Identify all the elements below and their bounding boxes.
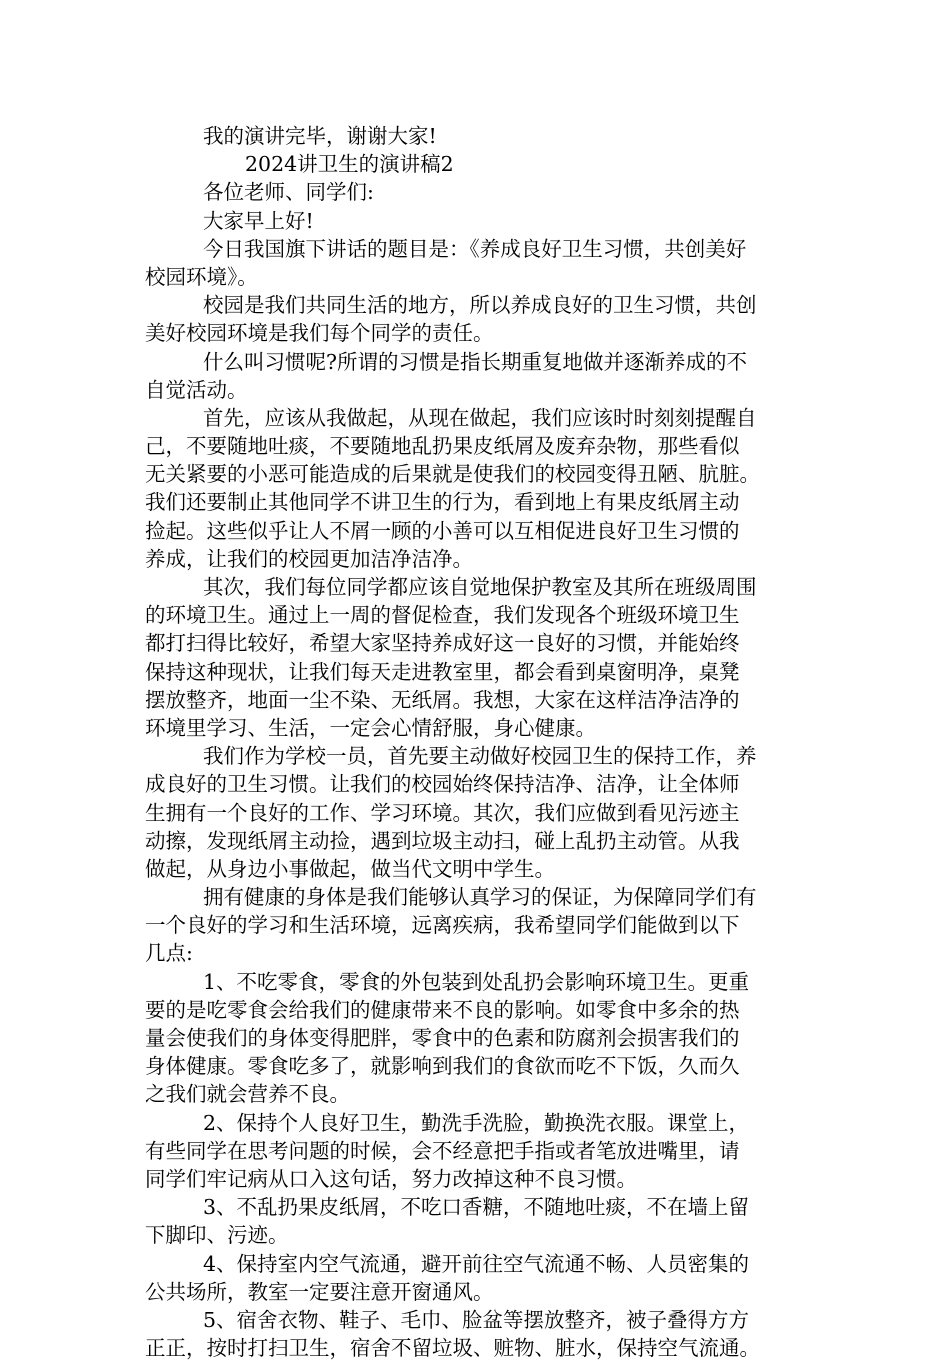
text-line: 己，不要随地吐痰，不要随地乱扔果皮纸屑及废弃杂物，那些看似 [145,434,740,459]
text-line: 校园环境》。 [145,264,258,289]
text-line: 几点: [145,941,193,966]
text-line: 都打扫得比较好，希望大家坚持养成好这一良好的习惯，并能始终 [145,631,740,656]
text-line: 美好校园环境是我们每个同学的责任。 [145,321,494,346]
text-line: 下脚印、污迹。 [145,1223,289,1248]
text-line: 2、保持个人良好卫生，勤洗手洗脸，勤换洗衣服。课堂上， [203,1110,750,1135]
text-line: 的环境卫生。通过上一周的督促检查，我们发现各个班级环境卫生 [145,603,740,628]
text-line: 拥有健康的身体是我们能够认真学习的保证，为保障同学们有 [203,885,757,910]
text-line: 各位老师、同学们: [203,180,374,205]
text-line: 我的演讲完毕，谢谢大家! [203,124,437,148]
text-line: 4、保持室内空气流通，避开前往空气流通不畅、人员密集的 [203,1251,750,1276]
text-line: 保持这种现状，让我们每天走进教室里，都会看到桌窗明净，桌凳 [145,659,740,684]
document-page [145,122,810,1362]
text-line: 1、不吃零食，零食的外包装到处乱扔会影响环境卫生。更重 [203,969,750,994]
text-line: 一个良好的学习和生活环境，远离疾病，我希望同学们能做到以下 [145,913,740,938]
text-line: 大家早上好! [203,208,314,233]
text-line: 5、宿舍衣物、鞋子、毛巾、脸盆等摆放整齐，被子叠得方方 [203,1307,750,1332]
text-line: 首先，应该从我做起，从现在做起，我们应该时时刻刻提醒自 [203,405,757,430]
text-line: 什么叫习惯呢?所谓的习惯是指长期重复地做并逐渐养成的不 [203,349,747,374]
text-line: 我们还要制止其他同学不讲卫生的行为，看到地上有果皮纸屑主动 [145,490,740,515]
document-title: 2024讲卫生的演讲稿2 [245,152,454,177]
text-line: 校园是我们共同生活的地方，所以养成良好的卫生习惯，共创 [203,293,757,318]
text-line: 养成，让我们的校园更加洁净洁净。 [145,546,473,571]
text-line: 无关紧要的小恶可能造成的后果就是使我们的校园变得丑陋、肮脏。 [145,462,760,487]
text-line: 公共场所，教室一定要注意开窗通风。 [145,1279,494,1304]
text-line: 今日我国旗下讲话的题目是：《养成良好卫生习惯，共创美好 [203,236,747,261]
text-line: 其次，我们每位同学都应该自觉地保护教室及其所在班级周围 [203,575,757,599]
text-line: 之我们就会营养不良。 [145,1082,350,1107]
text-line: 生拥有一个良好的工作、学习环境。其次，我们应做到看见污迹主 [145,800,740,825]
text-line: 做起，从身边小事做起，做当代文明中学生。 [145,856,555,881]
text-line: 3、不乱扔果皮纸屑，不吃口香糖，不随地吐痰，不在墙上留 [203,1195,750,1220]
text-line: 我们作为学校一员，首先要主动做好校园卫生的保持工作，养 [203,744,757,769]
text-line: 摆放整齐，地面一尘不染、无纸屑。我想，大家在这样洁净洁净的 [145,687,740,712]
text-line: 环境里学习、生活，一定会心情舒服，身心健康。 [145,715,596,740]
text-line: 量会使我们的身体变得肥胖，零食中的色素和防腐剂会损害我们的 [145,1026,740,1050]
text-line: 成良好的卫生习惯。让我们的校园始终保持洁净、洁净，让全体师 [145,772,740,797]
text-line: 正正，按时打扫卫生，宿舍不留垃圾、赃物、脏水，保持空气流通。 [145,1336,760,1361]
text-line: 要的是吃零食会给我们的健康带来不良的影响。如零食中多余的热 [145,997,740,1022]
text-line: 动擦，发现纸屑主动捡，遇到垃圾主动扫，碰上乱扔主动管。从我 [145,828,740,853]
text-line: 自觉活动。 [145,377,248,402]
text-line: 有些同学在思考问题的时候，会不经意把手指或者笔放进嘴里，请 [145,1138,740,1163]
text-line: 捡起。这些似乎让人不屑一顾的小善可以互相促进良好卫生习惯的 [145,518,740,543]
text-line: 身体健康。零食吃多了，就影响到我们的食欲而吃不下饭，久而久 [145,1054,740,1079]
text-line: 同学们牢记病从口入这句话，努力改掉这种不良习惯。 [145,1166,637,1191]
